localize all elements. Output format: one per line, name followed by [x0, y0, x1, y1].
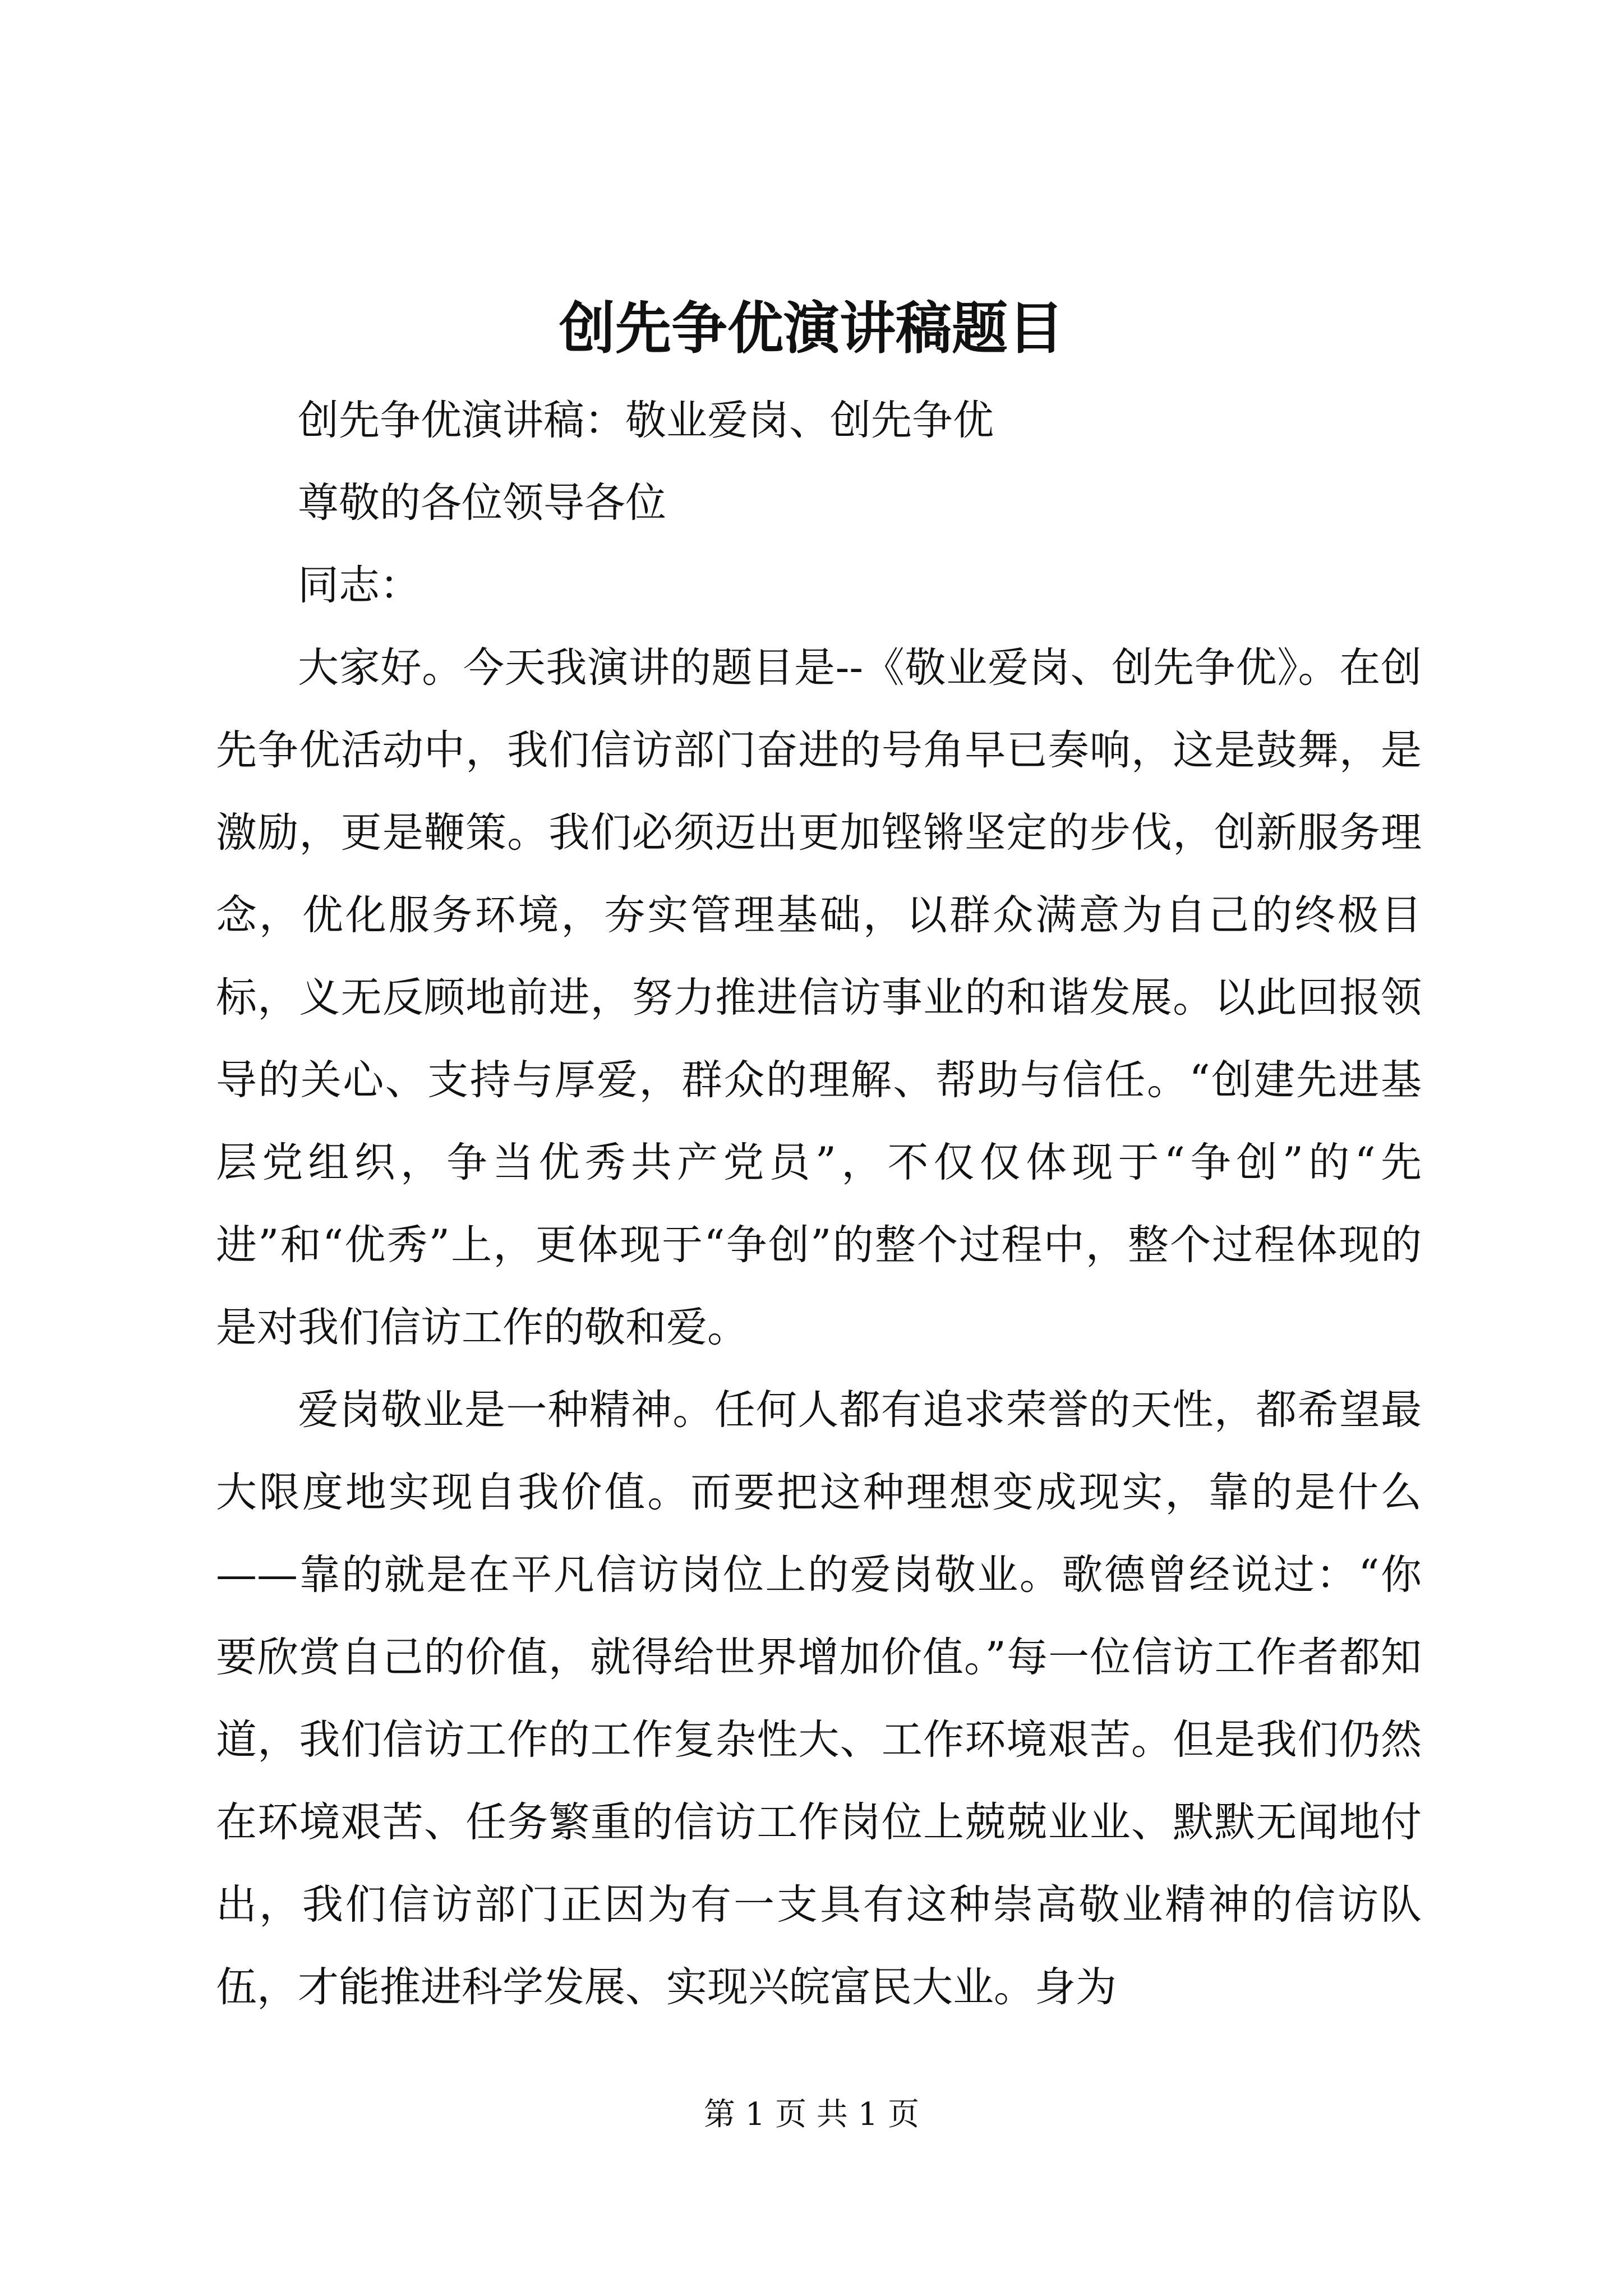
- subtitle-line: 创先争优演讲稿：敬业爱岗、创先争优: [298, 397, 994, 444]
- body-paragraph: 大家好。今天我演讲的题目是--《敬业爱岗、创先争优》。在创先争优活动中，我们信访部门奋进的号角早已奏响，这是鼓舞，是激励，更是鞭策。我们必须迈出更加铿锵坚定的步伐，创新服务理念，优化服务环境，夯实管理基础，以群众满意为自己的终极目标，义无反顾地前进，努力推进信访事业的和谐发展。以此回报领导的关心、支持与厚爱，群众的理解、帮助与信任。“创建先进基层党组织，争当优秀共产党员”，不仅仅体现于“争创”的“先进”和“优秀”上，更体现于“争创”的整个过程中，整个过程体现的是对我们信访工作的敬和爱。: [216, 644, 1422, 1351]
- page-footer: [0, 2095, 1623, 2134]
- salutation-line-2: 同志：: [298, 562, 421, 609]
- salutation-line: 尊敬的各位领导各位: [298, 479, 666, 527]
- body-paragraph: 爱岗敬业是一种精神。任何人都有追求荣誉的天性，都希望最大限度地实现自我价值。而要把这种理想变成现实，靠的是什么——靠的就是在平凡信访岗位上的爱岗敬业。歌德曾经说过：“你要欣赏自己的价值，就得给世界增加价值。”每一位信访工作者都知道，我们信访工作的工作复杂性大、工作环境艰苦。但是我们仍然在环境艰苦、任务繁重的信访工作岗位上兢兢业业、默默无闻地付出，我们信访部门正因为有一支具有这种崇高敬业精神的信访队伍，才能推进科学发展、实现兴皖富民大业。身为: [216, 1386, 1422, 2011]
- document-title: 创先争优演讲稿题目: [559, 295, 1064, 361]
- page-number: 第 1 页 共 1 页: [703, 2096, 920, 2133]
- document-body: [216, 379, 1422, 2028]
